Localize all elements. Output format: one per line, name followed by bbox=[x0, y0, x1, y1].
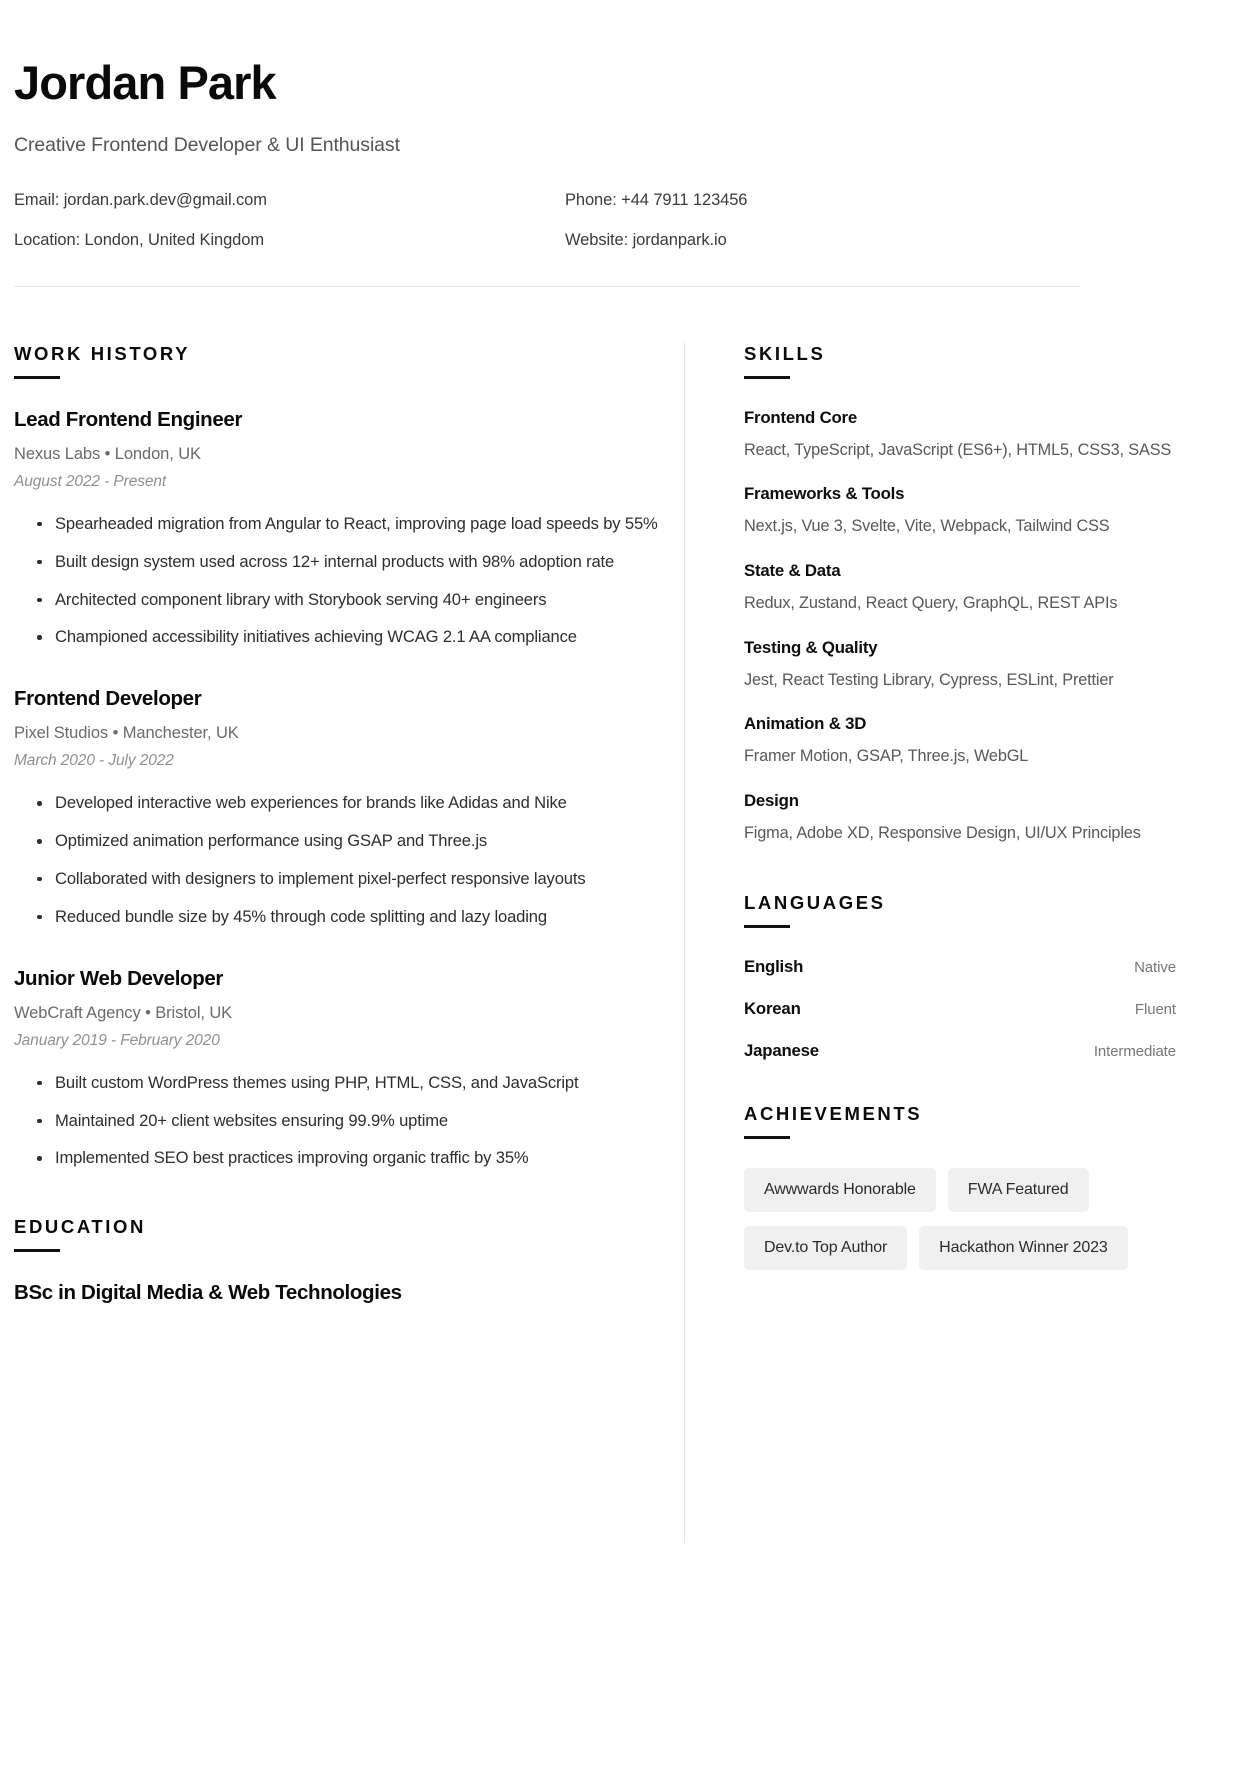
resume-body bbox=[14, 343, 1176, 1543]
achievement-chip: FWA Featured bbox=[948, 1168, 1089, 1212]
job-dates: January 2019 - February 2020 bbox=[14, 1031, 220, 1049]
candidate-name: Jordan Park bbox=[14, 56, 276, 109]
job-entry bbox=[14, 687, 660, 932]
job-bullet: Architected component library with Storybook serving 40+ engineers bbox=[14, 585, 660, 616]
skill-group-name: Animation & 3D bbox=[744, 714, 867, 734]
job-title: Lead Frontend Engineer bbox=[14, 407, 243, 431]
job-bullet: Reduced bundle size by 45% through code splitting and lazy loading bbox=[14, 902, 660, 933]
resume-header bbox=[14, 58, 1080, 287]
section-languages bbox=[744, 892, 1176, 1061]
achievement-chip: Hackathon Winner 2023 bbox=[919, 1226, 1128, 1270]
skill-group-items: Jest, React Testing Library, Cypress, ESLint, Prettier bbox=[744, 670, 1114, 689]
job-bullet: Maintained 20+ client websites ensuring 99.9% uptime bbox=[14, 1106, 660, 1137]
job-company-location: Pixel Studios • Manchester, UK bbox=[14, 724, 239, 743]
skill-group-name: Design bbox=[744, 790, 799, 810]
candidate-tagline: Creative Frontend Developer & UI Enthusiast bbox=[14, 133, 400, 156]
skill-group-items: Framer Motion, GSAP, Three.js, WebGL bbox=[744, 747, 1029, 766]
skill-group-items: Redux, Zustand, React Query, GraphQL, REST APIs bbox=[744, 593, 1118, 612]
section-underline-rule bbox=[744, 925, 790, 928]
job-bullet-list bbox=[14, 509, 660, 653]
job-title: Frontend Developer bbox=[14, 687, 202, 711]
language-row bbox=[744, 1041, 1176, 1061]
job-company-location: WebCraft Agency • Bristol, UK bbox=[14, 1003, 233, 1022]
language-level: Fluent bbox=[1134, 1001, 1176, 1019]
skill-group-name: State & Data bbox=[744, 560, 841, 580]
section-underline-rule bbox=[14, 1249, 60, 1252]
job-bullet: Optimized animation performance using GSAP and Three.js bbox=[14, 826, 660, 857]
skill-group-name: Testing & Quality bbox=[744, 637, 878, 657]
language-row bbox=[744, 957, 1176, 977]
skills-heading: SKILLS bbox=[744, 342, 826, 364]
education-heading: EDUCATION bbox=[14, 1216, 146, 1238]
job-bullet-list bbox=[14, 1068, 660, 1175]
skill-group bbox=[744, 714, 1176, 770]
job-bullet: Collaborated with designers to implement pixel-perfect responsive layouts bbox=[14, 864, 660, 895]
achievements-heading: ACHIEVEMENTS bbox=[744, 1103, 923, 1125]
section-education bbox=[14, 1216, 660, 1305]
skill-group bbox=[744, 791, 1176, 847]
language-row bbox=[744, 999, 1176, 1019]
skill-group-items: Next.js, Vue 3, Svelte, Vite, Webpack, Tailwind CSS bbox=[744, 517, 1110, 536]
job-bullet: Implemented SEO best practices improving organic traffic by 35% bbox=[14, 1143, 660, 1174]
job-bullet: Developed interactive web experiences for brands like Adidas and Nike bbox=[14, 788, 660, 819]
languages-heading: LANGUAGES bbox=[744, 892, 886, 914]
section-underline-rule bbox=[744, 376, 790, 379]
job-title: Junior Web Developer bbox=[14, 966, 224, 990]
job-dates: August 2022 - Present bbox=[14, 472, 167, 490]
education-entry bbox=[14, 1281, 660, 1305]
job-bullet: Built design system used across 12+ internal products with 98% adoption rate bbox=[14, 547, 660, 578]
job-bullet: Built custom WordPress themes using PHP, HTML, CSS, and JavaScript bbox=[14, 1068, 660, 1099]
job-bullet: Championed accessibility initiatives achieving WCAG 2.1 AA compliance bbox=[14, 622, 660, 653]
contact-email: Email: jordan.park.dev@gmail.com bbox=[14, 190, 267, 209]
language-level: Intermediate bbox=[1093, 1043, 1176, 1061]
job-bullet: Spearheaded migration from Angular to React, improving page load speeds by 55% bbox=[14, 509, 660, 540]
skill-group bbox=[744, 408, 1176, 464]
skill-group bbox=[744, 561, 1176, 617]
skill-group-items: Figma, Adobe XD, Responsive Design, UI/UX Principles bbox=[744, 823, 1141, 842]
job-company-location: Nexus Labs • London, UK bbox=[14, 444, 201, 463]
sidebar-column bbox=[684, 343, 1176, 1543]
achievement-chip: Dev.to Top Author bbox=[744, 1226, 907, 1270]
job-entry bbox=[14, 408, 660, 653]
section-skills bbox=[744, 343, 1176, 846]
contact-phone: Phone: +44 7911 123456 bbox=[565, 190, 748, 209]
job-dates: March 2020 - July 2022 bbox=[14, 752, 174, 770]
language-name: English bbox=[744, 957, 804, 977]
contact-location: Location: London, United Kingdom bbox=[14, 230, 264, 249]
work-history-heading: WORK HISTORY bbox=[14, 342, 191, 364]
achievement-chip: Awwwards Honorable bbox=[744, 1168, 936, 1212]
section-work-history bbox=[14, 343, 660, 1174]
skill-group-name: Frameworks & Tools bbox=[744, 484, 905, 504]
skill-group bbox=[744, 638, 1176, 694]
skill-group bbox=[744, 484, 1176, 540]
skill-group-name: Frontend Core bbox=[744, 407, 858, 427]
contact-grid bbox=[14, 191, 1080, 250]
language-name: Japanese bbox=[744, 1041, 819, 1061]
language-name: Korean bbox=[744, 999, 801, 1019]
education-degree: BSc in Digital Media & Web Technologies bbox=[14, 1281, 402, 1305]
language-level: Native bbox=[1134, 959, 1176, 977]
section-achievements bbox=[744, 1103, 1176, 1270]
job-bullet-list bbox=[14, 788, 660, 932]
main-column bbox=[14, 343, 684, 1318]
skill-group-items: React, TypeScript, JavaScript (ES6+), HTML5, CSS3, SASS bbox=[744, 440, 1172, 459]
section-underline-rule bbox=[14, 376, 60, 379]
contact-website: Website: jordanpark.io bbox=[565, 230, 727, 249]
achievement-chip-list bbox=[744, 1168, 1176, 1270]
job-entry bbox=[14, 967, 660, 1175]
section-underline-rule bbox=[744, 1136, 790, 1139]
